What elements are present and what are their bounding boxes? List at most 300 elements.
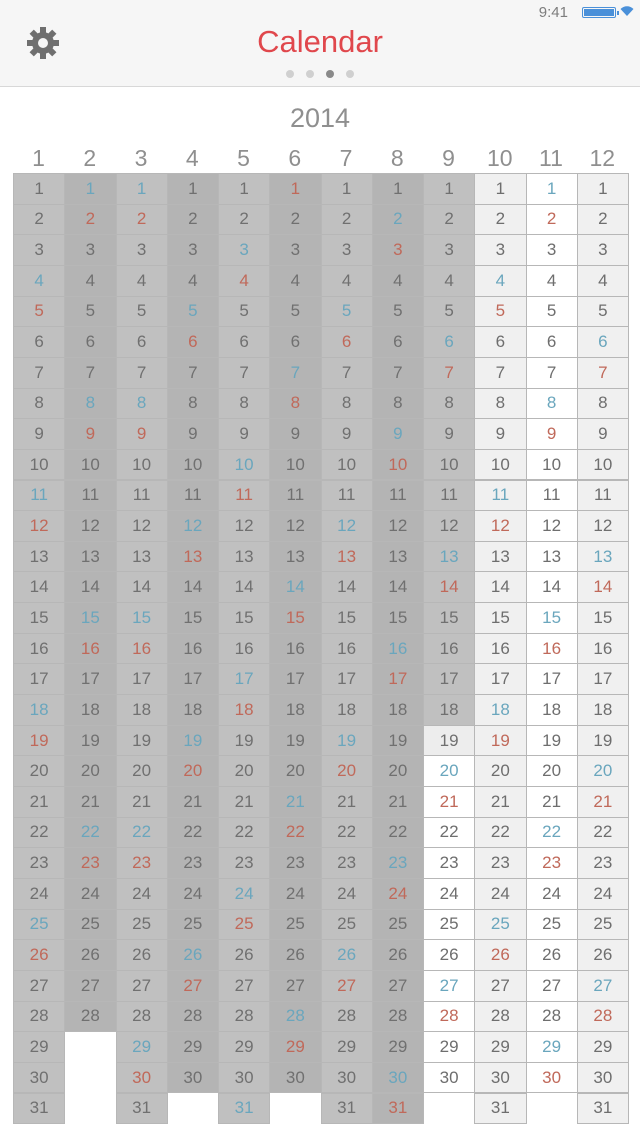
day-cell[interactable]: 3 [218, 234, 270, 266]
day-cell[interactable]: 11 [474, 480, 526, 512]
day-cell[interactable]: 23 [167, 847, 219, 879]
day-cell[interactable]: 9 [13, 418, 65, 450]
day-cell[interactable]: 27 [64, 970, 116, 1002]
day-cell[interactable]: 16 [474, 633, 526, 665]
day-cell[interactable]: 22 [577, 817, 629, 849]
day-cell[interactable]: 3 [64, 234, 116, 266]
day-cell[interactable]: 22 [423, 817, 475, 849]
day-cell[interactable]: 11 [577, 480, 629, 512]
day-cell[interactable]: 2 [577, 204, 629, 236]
day-cell[interactable]: 7 [167, 357, 219, 389]
day-cell[interactable]: 22 [167, 817, 219, 849]
day-cell[interactable]: 14 [372, 571, 424, 603]
day-cell[interactable]: 1 [474, 173, 526, 205]
day-cell[interactable]: 16 [64, 633, 116, 665]
day-cell[interactable]: 18 [423, 694, 475, 726]
day-cell[interactable]: 10 [577, 449, 629, 481]
day-cell[interactable]: 22 [474, 817, 526, 849]
day-cell[interactable]: 28 [269, 1001, 321, 1033]
day-cell[interactable]: 6 [13, 326, 65, 358]
day-cell[interactable]: 4 [167, 265, 219, 297]
day-cell[interactable]: 9 [577, 418, 629, 450]
day-cell[interactable]: 22 [116, 817, 168, 849]
day-cell[interactable]: 9 [321, 418, 373, 450]
day-cell[interactable]: 19 [269, 725, 321, 757]
day-cell[interactable]: 4 [116, 265, 168, 297]
day-cell[interactable]: 19 [474, 725, 526, 757]
day-cell[interactable]: 20 [167, 755, 219, 787]
day-cell[interactable]: 13 [577, 541, 629, 573]
day-cell[interactable]: 23 [218, 847, 270, 879]
day-cell[interactable]: 27 [372, 970, 424, 1002]
day-cell[interactable]: 18 [218, 694, 270, 726]
day-cell[interactable]: 21 [116, 786, 168, 818]
day-cell[interactable]: 7 [423, 357, 475, 389]
day-cell[interactable]: 9 [218, 418, 270, 450]
day-cell[interactable]: 16 [269, 633, 321, 665]
day-cell[interactable]: 14 [218, 571, 270, 603]
day-cell[interactable]: 29 [321, 1031, 373, 1063]
day-cell[interactable]: 14 [167, 571, 219, 603]
day-cell[interactable]: 4 [269, 265, 321, 297]
day-cell[interactable]: 27 [577, 970, 629, 1002]
day-cell[interactable]: 9 [167, 418, 219, 450]
day-cell[interactable]: 11 [372, 480, 424, 512]
day-cell[interactable]: 2 [269, 204, 321, 236]
day-cell[interactable]: 2 [218, 204, 270, 236]
day-cell[interactable]: 12 [577, 510, 629, 542]
day-cell[interactable]: 11 [321, 480, 373, 512]
day-cell[interactable]: 22 [372, 817, 424, 849]
day-cell[interactable]: 16 [13, 633, 65, 665]
day-cell[interactable]: 25 [372, 909, 424, 941]
page-dot[interactable] [346, 70, 354, 78]
day-cell[interactable]: 3 [269, 234, 321, 266]
day-cell[interactable]: 26 [423, 939, 475, 971]
day-cell[interactable]: 19 [372, 725, 424, 757]
day-cell[interactable]: 25 [526, 909, 578, 941]
day-cell[interactable]: 23 [321, 847, 373, 879]
day-cell[interactable]: 24 [13, 878, 65, 910]
day-cell[interactable]: 26 [167, 939, 219, 971]
day-cell[interactable]: 2 [423, 204, 475, 236]
day-cell[interactable]: 23 [13, 847, 65, 879]
day-cell[interactable]: 17 [321, 663, 373, 695]
day-cell[interactable]: 13 [269, 541, 321, 573]
day-cell[interactable]: 4 [423, 265, 475, 297]
day-cell[interactable]: 6 [218, 326, 270, 358]
day-cell[interactable]: 2 [372, 204, 424, 236]
day-cell[interactable]: 28 [526, 1001, 578, 1033]
day-cell[interactable]: 26 [526, 939, 578, 971]
day-cell[interactable]: 10 [372, 449, 424, 481]
day-cell[interactable]: 13 [13, 541, 65, 573]
day-cell[interactable]: 10 [269, 449, 321, 481]
day-cell[interactable]: 24 [526, 878, 578, 910]
day-cell[interactable]: 14 [526, 571, 578, 603]
day-cell[interactable]: 13 [372, 541, 424, 573]
day-cell[interactable]: 26 [577, 939, 629, 971]
day-cell[interactable]: 24 [372, 878, 424, 910]
day-cell[interactable]: 26 [474, 939, 526, 971]
day-cell[interactable]: 17 [116, 663, 168, 695]
day-cell[interactable]: 29 [116, 1031, 168, 1063]
day-cell[interactable]: 3 [116, 234, 168, 266]
day-cell[interactable]: 21 [577, 786, 629, 818]
day-cell[interactable]: 17 [423, 663, 475, 695]
day-cell[interactable]: 8 [423, 388, 475, 420]
page-dot[interactable] [306, 70, 314, 78]
day-cell[interactable]: 12 [13, 510, 65, 542]
day-cell[interactable]: 25 [167, 909, 219, 941]
day-cell[interactable]: 6 [526, 326, 578, 358]
day-cell[interactable]: 12 [64, 510, 116, 542]
day-cell[interactable]: 24 [474, 878, 526, 910]
day-cell[interactable]: 22 [526, 817, 578, 849]
day-cell[interactable]: 13 [321, 541, 373, 573]
day-cell[interactable]: 25 [13, 909, 65, 941]
day-cell[interactable]: 13 [167, 541, 219, 573]
day-cell[interactable]: 18 [321, 694, 373, 726]
day-cell[interactable]: 18 [13, 694, 65, 726]
day-cell[interactable]: 8 [218, 388, 270, 420]
day-cell[interactable]: 3 [423, 234, 475, 266]
day-cell[interactable]: 18 [577, 694, 629, 726]
day-cell[interactable]: 5 [218, 296, 270, 328]
day-cell[interactable]: 30 [321, 1062, 373, 1094]
day-cell[interactable]: 23 [116, 847, 168, 879]
day-cell[interactable]: 26 [13, 939, 65, 971]
day-cell[interactable]: 3 [13, 234, 65, 266]
day-cell[interactable]: 21 [526, 786, 578, 818]
day-cell[interactable]: 4 [218, 265, 270, 297]
day-cell[interactable]: 3 [474, 234, 526, 266]
day-cell[interactable]: 20 [372, 755, 424, 787]
day-cell[interactable]: 30 [13, 1062, 65, 1094]
day-cell[interactable]: 10 [218, 449, 270, 481]
day-cell[interactable]: 21 [372, 786, 424, 818]
day-cell[interactable]: 8 [116, 388, 168, 420]
day-cell[interactable]: 11 [167, 480, 219, 512]
day-cell[interactable]: 20 [423, 755, 475, 787]
day-cell[interactable]: 8 [64, 388, 116, 420]
day-cell[interactable]: 12 [167, 510, 219, 542]
day-cell[interactable]: 14 [577, 571, 629, 603]
day-cell[interactable]: 10 [64, 449, 116, 481]
day-cell[interactable]: 6 [372, 326, 424, 358]
day-cell[interactable]: 29 [474, 1031, 526, 1063]
day-cell[interactable]: 24 [423, 878, 475, 910]
day-cell[interactable]: 22 [64, 817, 116, 849]
day-cell[interactable]: 25 [116, 909, 168, 941]
day-cell[interactable]: 13 [64, 541, 116, 573]
day-cell[interactable]: 14 [13, 571, 65, 603]
day-cell[interactable]: 11 [116, 480, 168, 512]
day-cell[interactable]: 7 [13, 357, 65, 389]
day-cell[interactable]: 18 [116, 694, 168, 726]
day-cell[interactable]: 29 [423, 1031, 475, 1063]
day-cell[interactable]: 27 [526, 970, 578, 1002]
day-cell[interactable]: 15 [526, 602, 578, 634]
day-cell[interactable]: 5 [577, 296, 629, 328]
day-cell[interactable]: 5 [321, 296, 373, 328]
day-cell[interactable]: 7 [372, 357, 424, 389]
day-cell[interactable]: 26 [321, 939, 373, 971]
day-cell[interactable]: 25 [423, 909, 475, 941]
day-cell[interactable]: 24 [116, 878, 168, 910]
day-cell[interactable]: 2 [167, 204, 219, 236]
day-cell[interactable]: 13 [218, 541, 270, 573]
day-cell[interactable]: 23 [577, 847, 629, 879]
day-cell[interactable]: 7 [116, 357, 168, 389]
day-cell[interactable]: 11 [423, 480, 475, 512]
day-cell[interactable]: 28 [577, 1001, 629, 1033]
day-cell[interactable]: 31 [577, 1093, 629, 1125]
day-cell[interactable]: 30 [526, 1062, 578, 1094]
day-cell[interactable]: 26 [372, 939, 424, 971]
day-cell[interactable]: 21 [423, 786, 475, 818]
day-cell[interactable]: 4 [64, 265, 116, 297]
day-cell[interactable]: 10 [526, 449, 578, 481]
day-cell[interactable]: 11 [13, 480, 65, 512]
day-cell[interactable]: 21 [13, 786, 65, 818]
day-cell[interactable]: 19 [423, 725, 475, 757]
day-cell[interactable]: 18 [64, 694, 116, 726]
day-cell[interactable]: 8 [372, 388, 424, 420]
day-cell[interactable]: 10 [474, 449, 526, 481]
day-cell[interactable]: 28 [13, 1001, 65, 1033]
day-cell[interactable]: 18 [269, 694, 321, 726]
day-cell[interactable]: 9 [526, 418, 578, 450]
day-cell[interactable]: 15 [372, 602, 424, 634]
day-cell[interactable]: 25 [218, 909, 270, 941]
day-cell[interactable]: 27 [13, 970, 65, 1002]
day-cell[interactable]: 1 [577, 173, 629, 205]
day-cell[interactable]: 6 [423, 326, 475, 358]
day-cell[interactable]: 8 [321, 388, 373, 420]
day-cell[interactable]: 29 [269, 1031, 321, 1063]
day-cell[interactable]: 14 [321, 571, 373, 603]
day-cell[interactable]: 24 [321, 878, 373, 910]
day-cell[interactable]: 29 [167, 1031, 219, 1063]
day-cell[interactable]: 25 [474, 909, 526, 941]
day-cell[interactable]: 19 [577, 725, 629, 757]
day-cell[interactable]: 30 [269, 1062, 321, 1094]
day-cell[interactable]: 15 [167, 602, 219, 634]
day-cell[interactable]: 16 [218, 633, 270, 665]
day-cell[interactable]: 3 [321, 234, 373, 266]
day-cell[interactable]: 16 [526, 633, 578, 665]
day-cell[interactable]: 31 [321, 1093, 373, 1125]
day-cell[interactable]: 10 [321, 449, 373, 481]
day-cell[interactable]: 5 [116, 296, 168, 328]
day-cell[interactable]: 19 [167, 725, 219, 757]
day-cell[interactable]: 7 [218, 357, 270, 389]
day-cell[interactable]: 13 [526, 541, 578, 573]
day-cell[interactable]: 15 [13, 602, 65, 634]
day-cell[interactable]: 12 [423, 510, 475, 542]
day-cell[interactable]: 28 [116, 1001, 168, 1033]
day-cell[interactable]: 20 [116, 755, 168, 787]
day-cell[interactable]: 7 [321, 357, 373, 389]
page-indicator[interactable] [0, 70, 640, 78]
day-cell[interactable]: 31 [372, 1093, 424, 1125]
day-cell[interactable]: 27 [218, 970, 270, 1002]
day-cell[interactable]: 18 [526, 694, 578, 726]
day-cell[interactable]: 10 [13, 449, 65, 481]
day-cell[interactable]: 25 [577, 909, 629, 941]
day-cell[interactable]: 17 [474, 663, 526, 695]
day-cell[interactable]: 18 [167, 694, 219, 726]
day-cell[interactable]: 25 [321, 909, 373, 941]
day-cell[interactable]: 28 [218, 1001, 270, 1033]
day-cell[interactable]: 29 [372, 1031, 424, 1063]
day-cell[interactable]: 8 [577, 388, 629, 420]
day-cell[interactable]: 20 [321, 755, 373, 787]
day-cell[interactable]: 31 [13, 1093, 65, 1125]
day-cell[interactable]: 6 [167, 326, 219, 358]
day-cell[interactable]: 22 [269, 817, 321, 849]
day-cell[interactable]: 3 [526, 234, 578, 266]
day-cell[interactable]: 30 [474, 1062, 526, 1094]
day-cell[interactable]: 10 [167, 449, 219, 481]
day-cell[interactable]: 27 [423, 970, 475, 1002]
day-cell[interactable]: 30 [167, 1062, 219, 1094]
day-cell[interactable]: 10 [116, 449, 168, 481]
day-cell[interactable]: 31 [474, 1093, 526, 1125]
day-cell[interactable]: 28 [474, 1001, 526, 1033]
day-cell[interactable]: 16 [372, 633, 424, 665]
day-cell[interactable]: 28 [321, 1001, 373, 1033]
day-cell[interactable]: 19 [13, 725, 65, 757]
day-cell[interactable]: 5 [474, 296, 526, 328]
day-cell[interactable]: 15 [116, 602, 168, 634]
day-cell[interactable]: 19 [218, 725, 270, 757]
day-cell[interactable]: 2 [64, 204, 116, 236]
day-cell[interactable]: 20 [526, 755, 578, 787]
day-cell[interactable]: 19 [321, 725, 373, 757]
day-cell[interactable]: 6 [64, 326, 116, 358]
day-cell[interactable]: 1 [116, 173, 168, 205]
day-cell[interactable]: 1 [13, 173, 65, 205]
day-cell[interactable]: 5 [167, 296, 219, 328]
day-cell[interactable]: 20 [64, 755, 116, 787]
day-cell[interactable]: 27 [167, 970, 219, 1002]
day-cell[interactable]: 7 [577, 357, 629, 389]
day-cell[interactable]: 1 [372, 173, 424, 205]
day-cell[interactable]: 15 [218, 602, 270, 634]
day-cell[interactable]: 2 [116, 204, 168, 236]
day-cell[interactable]: 31 [218, 1093, 270, 1125]
day-cell[interactable]: 20 [577, 755, 629, 787]
day-cell[interactable]: 5 [372, 296, 424, 328]
day-cell[interactable]: 25 [269, 909, 321, 941]
day-cell[interactable]: 13 [423, 541, 475, 573]
day-cell[interactable]: 6 [474, 326, 526, 358]
day-cell[interactable]: 21 [64, 786, 116, 818]
day-cell[interactable]: 21 [474, 786, 526, 818]
day-cell[interactable]: 28 [423, 1001, 475, 1033]
day-cell[interactable]: 16 [577, 633, 629, 665]
day-cell[interactable]: 22 [218, 817, 270, 849]
day-cell[interactable]: 23 [372, 847, 424, 879]
day-cell[interactable]: 17 [577, 663, 629, 695]
day-cell[interactable]: 29 [577, 1031, 629, 1063]
day-cell[interactable]: 12 [372, 510, 424, 542]
day-cell[interactable]: 2 [13, 204, 65, 236]
day-cell[interactable]: 6 [577, 326, 629, 358]
day-cell[interactable]: 20 [218, 755, 270, 787]
day-cell[interactable]: 26 [64, 939, 116, 971]
day-cell[interactable]: 8 [269, 388, 321, 420]
day-cell[interactable]: 21 [167, 786, 219, 818]
day-cell[interactable]: 12 [269, 510, 321, 542]
day-cell[interactable]: 29 [218, 1031, 270, 1063]
day-cell[interactable]: 7 [269, 357, 321, 389]
day-cell[interactable]: 24 [577, 878, 629, 910]
day-cell[interactable]: 30 [218, 1062, 270, 1094]
day-cell[interactable]: 27 [269, 970, 321, 1002]
day-cell[interactable]: 24 [269, 878, 321, 910]
day-cell[interactable]: 1 [167, 173, 219, 205]
day-cell[interactable]: 21 [218, 786, 270, 818]
day-cell[interactable]: 9 [372, 418, 424, 450]
day-cell[interactable]: 5 [423, 296, 475, 328]
day-cell[interactable]: 23 [64, 847, 116, 879]
day-cell[interactable]: 24 [167, 878, 219, 910]
day-cell[interactable]: 4 [321, 265, 373, 297]
day-cell[interactable]: 5 [13, 296, 65, 328]
day-cell[interactable]: 13 [116, 541, 168, 573]
day-cell[interactable]: 12 [526, 510, 578, 542]
day-cell[interactable]: 26 [218, 939, 270, 971]
day-cell[interactable]: 1 [218, 173, 270, 205]
day-cell[interactable]: 12 [321, 510, 373, 542]
day-cell[interactable]: 16 [423, 633, 475, 665]
day-cell[interactable]: 20 [474, 755, 526, 787]
day-cell[interactable]: 7 [526, 357, 578, 389]
day-cell[interactable]: 27 [116, 970, 168, 1002]
day-cell[interactable]: 6 [321, 326, 373, 358]
day-cell[interactable]: 15 [64, 602, 116, 634]
day-cell[interactable]: 11 [218, 480, 270, 512]
day-cell[interactable]: 12 [474, 510, 526, 542]
day-cell[interactable]: 4 [577, 265, 629, 297]
day-cell[interactable]: 14 [474, 571, 526, 603]
day-cell[interactable]: 14 [269, 571, 321, 603]
day-cell[interactable]: 23 [269, 847, 321, 879]
day-cell[interactable]: 17 [269, 663, 321, 695]
day-cell[interactable]: 3 [372, 234, 424, 266]
day-cell[interactable]: 4 [474, 265, 526, 297]
day-cell[interactable]: 15 [423, 602, 475, 634]
page-dot[interactable] [326, 70, 334, 78]
day-cell[interactable]: 22 [13, 817, 65, 849]
day-cell[interactable]: 7 [64, 357, 116, 389]
day-cell[interactable]: 9 [423, 418, 475, 450]
day-cell[interactable]: 6 [269, 326, 321, 358]
day-cell[interactable]: 17 [526, 663, 578, 695]
day-cell[interactable]: 15 [321, 602, 373, 634]
day-cell[interactable]: 5 [526, 296, 578, 328]
day-cell[interactable]: 10 [423, 449, 475, 481]
day-cell[interactable]: 4 [372, 265, 424, 297]
day-cell[interactable]: 1 [269, 173, 321, 205]
day-cell[interactable]: 9 [64, 418, 116, 450]
day-cell[interactable]: 1 [423, 173, 475, 205]
day-cell[interactable]: 15 [269, 602, 321, 634]
day-cell[interactable]: 27 [321, 970, 373, 1002]
